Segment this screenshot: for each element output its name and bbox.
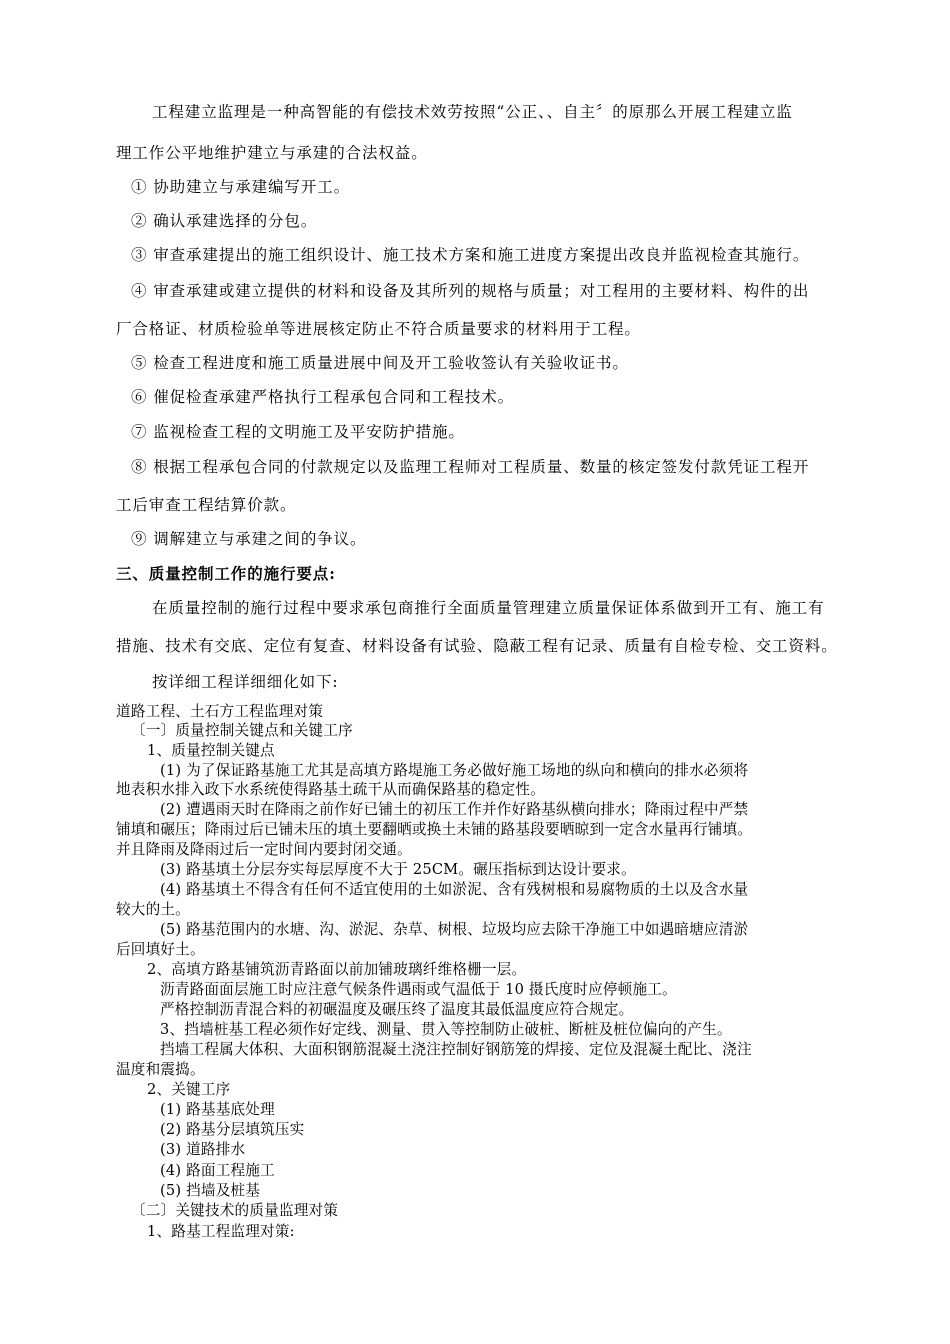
key-processes-heading: 2、关键工序 [147,1081,231,1098]
key-point-4-line-2: 较大的土。 [116,901,190,918]
retaining-wall-line-2: 温度和震捣。 [116,1061,205,1078]
list-item-8-line-1: ⑧ 根据工程承包合同的付款规定以及监理工程师对工程质量、数量的核定签发付款凭证工程开 [131,458,810,476]
high-fill-heading: 2、高填方路基铺筑沥青路面以前加铺玻璃纤维格栅一层。 [147,961,527,978]
section-3-intro-detail: 按详细工程详细细化如下: [152,673,339,691]
key-point-5-line-1: (5) 路基范围内的水塘、沟、淤泥、杂草、树根、垃圾均应去除干净施工中如遇暗塘应清淤 [160,921,749,938]
road-section-title: 道路工程、土石方工程监理对策 [116,703,324,720]
list-item-6: ⑥ 催促检查承建严格执行工程承包合同和工程技术。 [131,388,515,406]
list-item-8-line-2: 工后审查工程结算价款。 [116,496,297,514]
list-item-4-line-1: ④ 审查承建或建立提供的材料和设备及其所列的规格与质量；对工程用的主要材料、构件的出 [131,282,810,300]
key-point-3: (3) 路基填土分层夯实每层厚度不大于 25CM。碾压指标到达设计要求。 [160,861,636,878]
subgrade-supervision-heading: 1、路基工程监理对策: [147,1223,295,1240]
list-item-2: ② 确认承建选择的分包。 [131,212,318,230]
key-process-2: (2) 路基分层填筑压实 [160,1121,305,1138]
list-item-9: ⑨ 调解建立与承建之间的争议。 [131,530,367,548]
intro-line-1: 工程建立监理是一种高智能的有偿技术效劳按照“公正、、自主〞的原那么开展工程建立监 [152,103,793,121]
key-point-1-line-1: (1) 为了保证路基施工尤其是高填方路堤施工务必做好施工场地的纵向和横向的排水必须将 [160,762,749,779]
key-process-1: (1) 路基基底处理 [160,1101,275,1118]
list-item-3: ③ 审查承建提出的施工组织设计、施工技术方案和施工进度方案提出改良并监视检查其施行。 [131,246,810,264]
key-point-2-line-1: (2) 遭遇雨天时在降雨之前作好已铺土的初压工作并作好路基纵横向排水；降雨过程中严禁 [160,801,749,818]
list-item-7: ⑦ 监视检查工程的文明施工及平安防护措施。 [131,423,465,441]
asphalt-note-2: 严格控制沥青混合料的初碾温度及碾压终了温度其最低温度应符合规定。 [160,1001,634,1018]
section-3-paragraph-line-2: 措施、技术有交底、定位有复查、材料设备有试验、隐蔽工程有记录、质量有自检专检、交工资料。 [116,637,838,655]
key-point-2-line-2: 铺填和碾压；降雨过后已铺未压的填土要翻晒或换土未铺的路基段要晒晾到一定含水量再行铺填。 [116,821,753,838]
list-item-5: ⑤ 检查工程进度和施工质量进展中间及开工验收签认有关验收证书。 [131,354,629,372]
key-point-2-line-3: 并且降雨及降雨过后一定时间内要封闭交通。 [116,841,412,858]
list-item-4-line-2: 厂合格证、材质检验单等进展核定防止不符合质量要求的材料用于工程。 [116,320,641,338]
key-process-5: (5) 挡墙及桩基 [160,1182,261,1199]
intro-line-2: 理工作公平地维护建立与承建的合法权益。 [116,144,428,162]
asphalt-note-1: 沥青路面面层施工时应注意气候条件遇雨或气温低于 10 摄氏度时应停顿施工。 [160,981,677,998]
key-process-3: (3) 道路排水 [160,1141,246,1158]
subsection-1-heading: 〔一〕质量控制关键点和关键工序 [131,722,353,739]
key-point-1-line-2: 地表积水排入政下水系统使得路基土疏干从而确保路基的稳定性。 [116,781,546,798]
subsection-2-heading: 〔二〕关键技术的质量监理对策 [131,1202,339,1219]
key-process-4: (4) 路面工程施工 [160,1162,275,1179]
section-3-paragraph-line-1: 在质量控制的施行过程中要求承包商推行全面质量管理建立质量保证体系做到开工有、施工有 [152,599,825,617]
list-item-1: ① 协助建立与承建编写开工。 [131,178,351,196]
section-3-heading: 三、质量控制工作的施行要点: [116,564,336,583]
retaining-wall-line-1: 挡墙工程属大体积、大面积钢筋混凝土浇注控制好钢筋笼的焊接、定位及混凝土配比、浇注 [160,1041,752,1058]
key-points-heading: 1、质量控制关键点 [147,742,275,759]
key-point-5-line-2: 后回填好土。 [116,941,205,958]
key-point-4-line-1: (4) 路基填土不得含有任何不适宜使用的土如淤泥、含有残树根和易腐物质的土以及含水量 [160,881,749,898]
retaining-wall-heading: 3、挡墙桩基工程必须作好定线、测量、贯入等控制防止破桩、断桩及桩位偏向的产生。 [160,1021,732,1038]
